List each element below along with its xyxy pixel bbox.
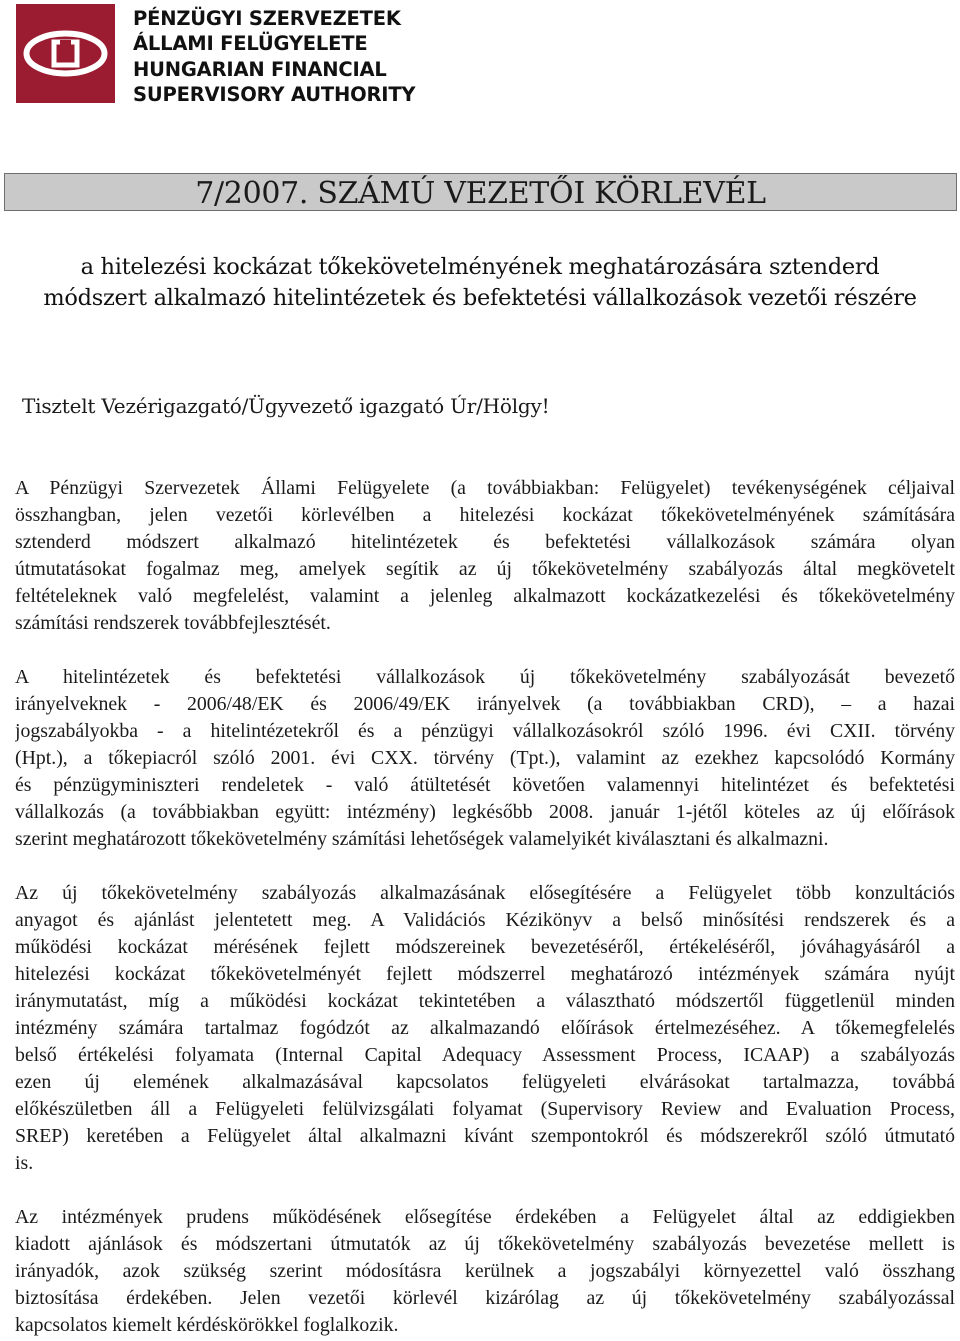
text-line: A Pénzügyi Szervezetek Állami Felügyelete (a továbbiakban: Felügyelet) tevékenységének céljaival [15, 477, 955, 499]
org-line: ÁLLAMI FELÜGYELETE [133, 32, 368, 56]
paragraph-2 [15, 664, 955, 853]
text-line: is. [15, 1152, 34, 1174]
paragraph-1 [15, 475, 955, 637]
psza-logo [16, 4, 115, 103]
text-line: (Hpt.), a tőkepiacról szóló 2001. évi CXX. törvény (Tpt.), valamint az ezekhez kapcsolódó Kormány [15, 747, 955, 769]
text-line: Az intézmények prudens működésének elősegítése érdekében a Felügyelet által az eddigiekben [15, 1206, 955, 1228]
salutation: Tisztelt Vezérigazgató/Ügyvezető igazgató Úr/Hölgy! [22, 394, 550, 418]
text-line: anyagot és ajánlást jelentetett meg. A Validációs Kézikönyv a belső minősítési rendszerek és a [15, 909, 955, 931]
text-line: belső értékelési folyamata (Internal Capital Adequacy Assessment Process, ICAAP) a szabályozás [15, 1044, 955, 1066]
text-line: előkészületben áll a Felügyeleti felülvizsgálati folyamat (Supervisory Review and Evaluation Process, [15, 1098, 955, 1120]
text-line: összhangban, jelen vezetői körlevélben a hitelezési kockázat tőkekövetelményének számítására [15, 504, 955, 526]
text-line: útmutatásokat fogalmaz meg, amelyek segítik az új tőkekövetelmény szabályozás által megkövetelt [15, 558, 955, 580]
paragraph-3 [15, 880, 955, 1177]
text-line: működési kockázat mérésének fejlett módszereinek bevezetéséről, értékeléséről, jóváhagyásáról a [15, 936, 955, 958]
text-line: szerint meghatározott tőkekövetelmény számítási lehetőségek valamelyikét kiválasztani és alkalmazni. [15, 828, 829, 850]
text-line: Az új tőkekövetelmény szabályozás alkalmazásának elősegítésére a Felügyelet több konzultációs [15, 882, 955, 904]
text-line: ezen új elemének alkalmazásával kapcsolatos felügyeleti elvárásokat tartalmazza, továbbá [15, 1071, 955, 1093]
text-line: és pénzügyminiszteri rendeletek - való átültetését követően valamennyi hitelintézet és befektetési [15, 774, 955, 796]
text-line: iránymutatást, míg a működési kockázat tekintetében a választható módszertől függetlenül minden [15, 990, 955, 1012]
text-line: irányadók, azok szükség szerint módosításra kerülnek a jogszabályi környezettel való összhang [15, 1260, 955, 1282]
text-line: vállalkozás (a továbbiakban együtt: intézmény) legkésőbb 2008. január 1-jétől köteles az új előírások [15, 801, 955, 823]
text-line: biztosítása érdekében. Jelen vezetői körlevél kizárólag az új tőkekövetelmény szabályozással [15, 1287, 955, 1309]
text-line: SREP) keretében a Felügyelet által alkalmazni kívánt szempontokról és módszerekről szóló útmutató [15, 1125, 955, 1147]
text-line: kiadott ajánlások és módszertani útmutatók az új tőkekövetelmény szabályozás bevezetése mellett is [15, 1233, 955, 1255]
document-subtitle [0, 252, 960, 314]
org-line: SUPERVISORY AUTHORITY [133, 82, 416, 106]
text-line: jogszabályokba - a hitelintézetekről és a pénzügyi vállalkozásokról szóló 1996. évi CXII. törvény [15, 720, 955, 742]
document-title: 7/2007. SZÁMÚ VEZETŐI KÖRLEVÉL [195, 176, 766, 211]
org-line: PÉNZÜGYI SZERVEZETEK [133, 7, 401, 30]
text-line: A hitelintézetek és befektetési vállalkozások új tőkekövetelmény szabályozását bevezető [15, 666, 955, 688]
text-line: intézmény számára tartalmaz fogódzót az alkalmazandó előírások értelmezéséhez. A tőkemegfelelés [15, 1017, 955, 1039]
text-line: hitelezési kockázat tőkekövetelményét fejlett módszerrel meghatározó intézmények számára nyújt [15, 963, 955, 985]
psza-logo-mark-icon [16, 4, 115, 103]
text-line: feltételeknek való megfelelést, valamint a jelenleg alkalmazott kockázatkezelési és tőkekövetelmény [15, 585, 955, 607]
text-line: sztenderd módszert alkalmazó hitelintézetek és befektetési vállalkozások számára olyan [15, 531, 955, 553]
text-line: számítási rendszerek továbbfejlesztését. [15, 612, 331, 634]
subtitle-line: módszert alkalmazó hitelintézetek és befektetési vállalkozások vezetői részére [43, 285, 917, 311]
text-line: kapcsolatos kiemelt kérdéskörökkel foglalkozik. [15, 1314, 399, 1336]
organization-name [133, 6, 415, 107]
paragraph-4 [15, 1204, 955, 1339]
subtitle-line: a hitelezési kockázat tőkekövetelményének meghatározására sztenderd [80, 254, 880, 280]
text-line: irányelveknek - 2006/48/EK és 2006/49/EK irányelvek (a továbbiakban CRD), – a hazai [15, 693, 955, 715]
org-line: HUNGARIAN FINANCIAL [133, 57, 387, 81]
